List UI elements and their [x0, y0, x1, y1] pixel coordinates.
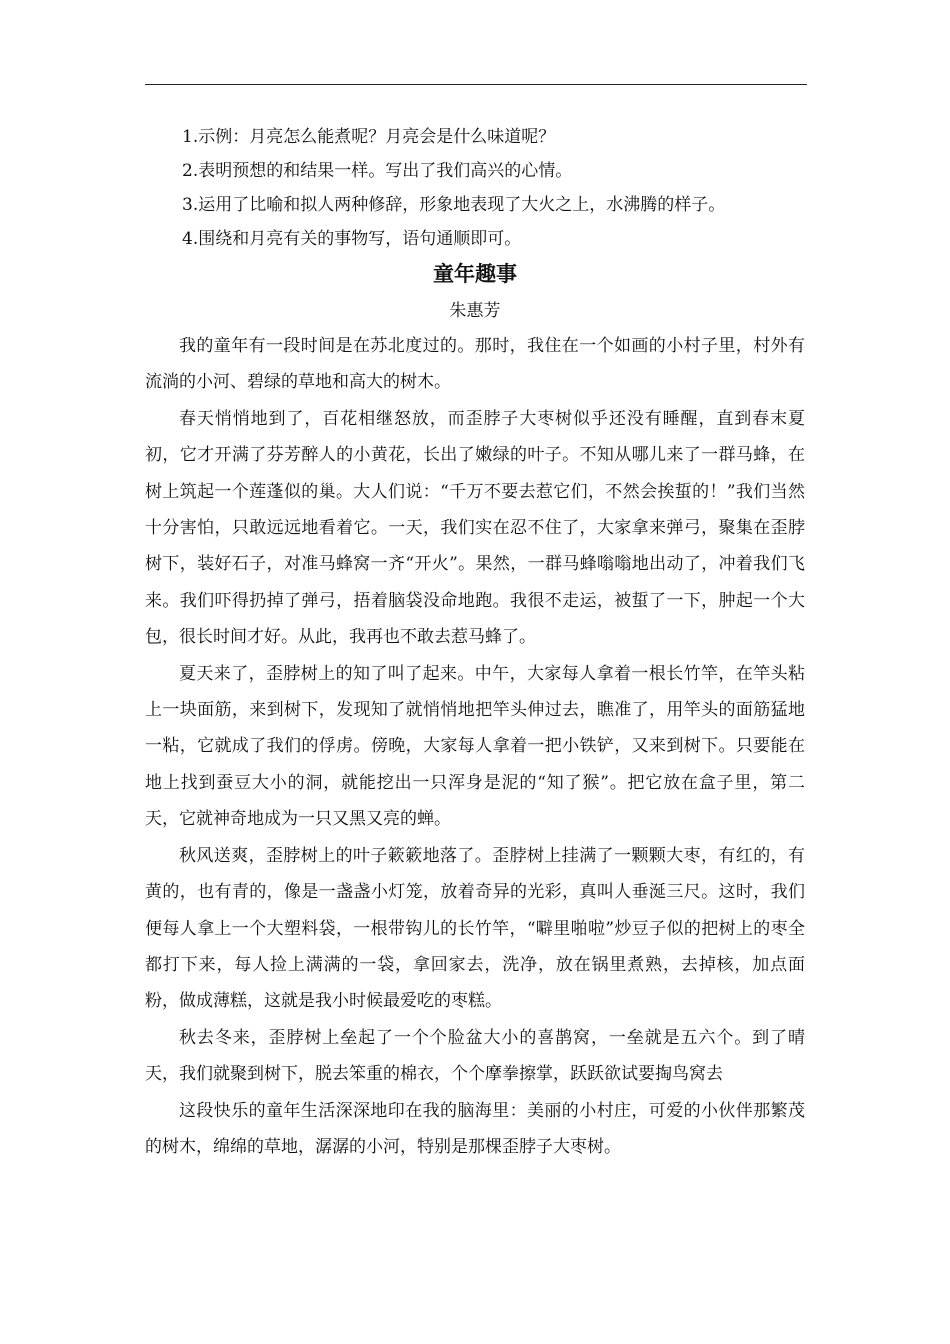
paragraph: 我的童年有一段时间是在苏北度过的。那时，我住在一个如画的小村子里，村外有流淌的小河、碧绿的草地和高大的树木。 [145, 336, 805, 393]
paragraph: 春天悄悄地到了，百花相继怒放，而歪脖子大枣树似乎还没有睡醒，直到春末夏初，它才开满了芬芳醉人的小黄花，长出了嫩绿的叶子。不知从哪儿来了一群马蜂，在树上筑起一个莲蓬似的巢。大人们说：“千万不要去惹它们，不然会挨蜇的！”我们当然十分害怕，只敢远远地看着它。一天，我们实在忍不住了，大家拿来弹弓，聚集在歪脖树下，装好石子，对准马蜂窝一齐“开火”。果然，一群马蜂嗡嗡地出动了，冲着我们飞来。我们吓得扔掉了弹弓，捂着脑袋没命地跑。我很不走运，被蜇了一下，肿起一个大包，很长时间才好。从此，我再也不敢去惹马蜂了。 [145, 408, 805, 648]
answer-item: 2.表明预想的和结果一样。写出了我们高兴的心情。 [182, 161, 573, 181]
paragraph: 秋去冬来，歪脖树上垒起了一个个脸盆大小的喜鹊窝，一垒就是五六个。到了晴天，我们就聚到树下，脱去笨重的棉衣，个个摩拳擦掌，跃跃欲试要掏鸟窝去 [145, 1027, 805, 1085]
answer-list [182, 120, 812, 256]
answer-item: 4.围绕和月亮有关的事物写，语句通顺即可。 [182, 229, 522, 249]
paragraph: 这段快乐的童年生活深深地印在我的脑海里：美丽的小村庄，可爱的小伙伴那繁茂的树木，绵绵的草地，潺潺的小河，特别是那棵歪脖子大枣树。 [145, 1100, 805, 1157]
paragraph: 夏天来了，歪脖树上的知了叫了起来。中午，大家每人拿着一根长竹竿，在竿头粘上一块面筋，来到树下，发现知了就悄悄地把竿头伸过去，瞧准了，用竿头的面筋猛地一粘，它就成了我们的俘虏。傍晚，大家每人拿着一把小铁铲，又来到树下。只要能在地上找到蚕豆大小的洞，就能挖出一只浑身是泥的“知了猴”。把它放在盒子里，第二天，它就神奇地成为一只又黑又亮的蝉。 [145, 663, 805, 830]
paragraph: 秋风送爽，歪脖树上的叶子簌簌地落了。歪脖树上挂满了一颗颗大枣，有红的，有黄的，也有青的，像是一盏盏小灯笼，放着奇异的光彩，真叫人垂涎三尺。这时，我们便每人拿上一个大塑料袋，一根带钩儿的长竹竿，“噼里啪啦”炒豆子似的把树上的枣全都打下来，每人捡上满满的一袋，拿回家去，洗净，放在锅里煮熟，去掉核，加点面粉，做成薄糕，这就是我小时候最爱吃的枣糕。 [145, 845, 805, 1012]
article-author: 朱惠芳 [449, 301, 501, 321]
article-body [145, 328, 805, 1165]
answer-item: 1.示例：月亮怎么能煮呢？月亮会是什么味道呢？ [182, 127, 556, 147]
article-title: 童年趣事 [433, 262, 517, 286]
answer-item: 3.运用了比喻和拟人两种修辞，形象地表现了大火之上，水沸腾的样子。 [182, 195, 726, 215]
header-rule [145, 84, 807, 85]
